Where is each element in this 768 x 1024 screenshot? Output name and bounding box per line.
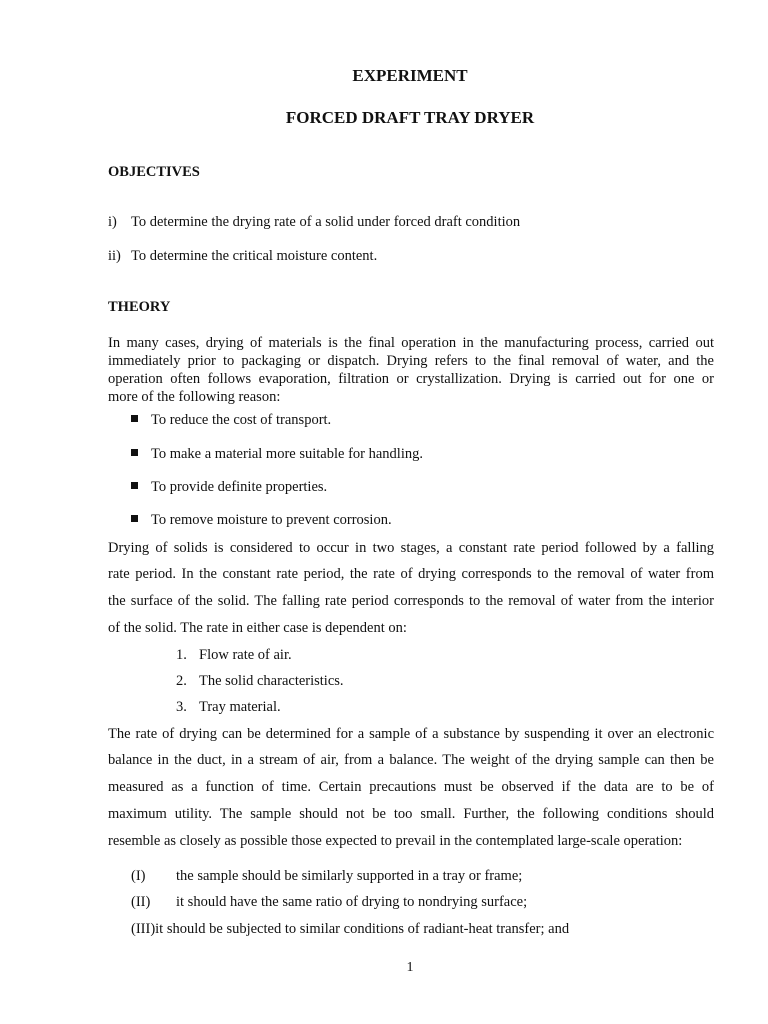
reason-list-item [131,412,331,429]
objective-text: To determine the critical moisture content. [131,248,378,264]
dependency-number: 1. [176,647,187,663]
reason-list-item [131,512,392,529]
theory-paragraph-line: immediately prior to packaging or dispatch. Drying refers to the final removal of water, and the [108,353,714,369]
dependency-text: Tray material. [199,699,281,715]
rate-paragraph-line: maximum utility. The sample should not be too small. Further, the following conditions should [108,806,714,822]
dependency-text: Flow rate of air. [199,647,292,663]
reason-text: To provide definite properties. [151,479,328,495]
bullet-square-icon [131,415,138,422]
condition-item [131,921,569,938]
condition-label: (II) [131,894,151,910]
theory-heading: THEORY [108,299,171,315]
objectives-heading: OBJECTIVES [108,164,200,180]
stages-paragraph-line: of the solid. The rate in either case is dependent on: [108,620,407,636]
condition-text: the sample should be similarly supported in a tray or frame; [176,868,523,884]
reason-list-item [131,446,423,463]
theory-paragraph-line: operation often follows evaporation, filtration or crystallization. Drying is carried out for one or [108,371,714,387]
rate-paragraph-line: measured as a function of time. Certain precautions must be observed if the data are to be of [108,779,714,795]
condition-text: it should have the same ratio of drying to nondrying surface; [176,894,528,910]
document-subtitle: FORCED DRAFT TRAY DRYER [285,108,535,127]
theory-paragraph-line: more of the following reason: [108,389,281,405]
document-title: EXPERIMENT [352,66,468,85]
dependency-text: The solid characteristics. [199,673,344,689]
dependency-number: 3. [176,699,187,715]
condition-text: it should be subjected to similar conditions of radiant-heat transfer; and [155,921,570,937]
rate-paragraph-line: resemble as closely as possible those expected to prevail in the contemplated large-scale operation: [108,833,683,849]
stages-paragraph-line: rate period. In the constant rate period, the rate of drying corresponds to the removal of water from [108,566,714,582]
bullet-square-icon [131,449,138,456]
bullet-square-icon [131,515,138,522]
objective-text: To determine the drying rate of a solid under forced draft condition [131,214,521,230]
reason-text: To make a material more suitable for handling. [151,446,423,462]
bullet-square-icon [131,482,138,489]
reason-text: To reduce the cost of transport. [151,412,332,428]
theory-paragraph-line: In many cases, drying of materials is the final operation in the manufacturing process, carried out [108,335,714,351]
reason-list-item [131,479,327,496]
stages-paragraph-line: Drying of solids is considered to occur in two stages, a constant rate period followed by a falling [108,540,714,556]
objective-label: i) [108,214,117,230]
objective-label: ii) [108,248,121,264]
rate-paragraph-line: The rate of drying can be determined for a sample of a substance by suspending it over an electronic [108,726,714,742]
page-number: 1 [406,960,414,975]
condition-label: (I) [131,868,146,884]
condition-label: (III) [131,921,156,937]
reason-text: To remove moisture to prevent corrosion. [151,512,392,528]
rate-paragraph-line: balance in the duct, in a stream of air, from a balance. The weight of the drying sample can then be [108,752,714,768]
stages-paragraph-line: the surface of the solid. The falling rate period corresponds to the removal of water from the interior [108,593,714,609]
dependency-number: 2. [176,673,187,689]
